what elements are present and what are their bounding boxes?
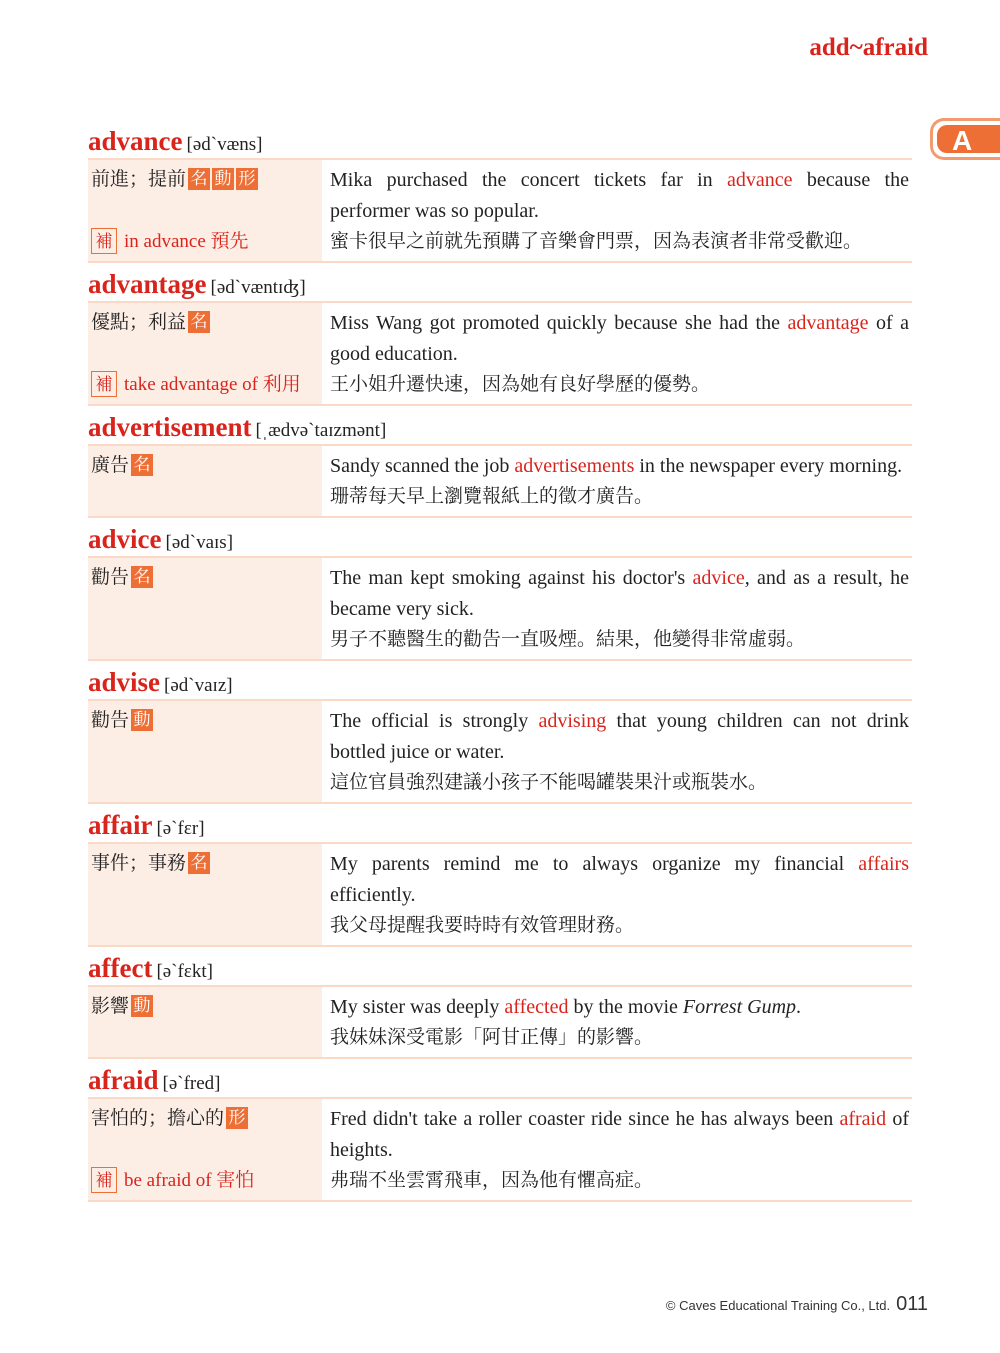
entry-headword-row <box>88 661 912 699</box>
meaning <box>91 451 318 479</box>
entry-headword-row <box>88 518 912 556</box>
entry-headword-row <box>88 1059 912 1097</box>
example-keyword: advice <box>692 567 745 589</box>
example-panel <box>322 844 912 945</box>
example-english <box>330 308 909 370</box>
meaning <box>91 308 318 336</box>
page-number: 011 <box>896 1293 928 1315</box>
phonetic: [əd`vaɪz] <box>164 675 233 696</box>
supplement-tag: 補 <box>91 1167 117 1193</box>
example-keyword: advantage <box>787 312 869 334</box>
footer <box>666 1293 928 1316</box>
part-of-speech-badge: 動 <box>131 995 153 1017</box>
part-of-speech-badge: 名 <box>131 566 153 588</box>
supplement-note <box>91 371 318 398</box>
meaning-panel <box>88 446 322 516</box>
example-text: Sandy scanned the job <box>330 455 515 477</box>
headword: advise <box>88 667 161 697</box>
divider <box>88 1200 912 1202</box>
example-english <box>330 706 909 768</box>
example-english <box>330 849 909 911</box>
entry-body <box>88 844 912 945</box>
part-of-speech-badge: 名 <box>131 454 153 476</box>
meaning <box>91 1104 318 1132</box>
example-panel <box>322 446 912 516</box>
example-english <box>330 1104 909 1166</box>
example-text: Fred didn't take a roller coaster ride since he has always been <box>330 1108 840 1130</box>
entry-headword-row <box>88 406 912 444</box>
dictionary-entry <box>88 947 912 1059</box>
dictionary-entry <box>88 804 912 947</box>
example-chinese: 我父母提醒我要時時有效管理財務。 <box>330 914 635 936</box>
meaning-panel <box>88 558 322 659</box>
example-text: by the movie <box>568 996 683 1018</box>
example-panel <box>322 160 912 261</box>
example-keyword: advising <box>538 710 607 732</box>
example-text: in the newspaper every morning. <box>634 455 903 477</box>
supplement-tag: 補 <box>91 371 117 397</box>
dictionary-entry <box>88 518 912 661</box>
section-tab <box>930 118 1000 160</box>
supplement-note <box>91 1167 318 1194</box>
example-chinese: 我妹妹深受電影「阿甘正傳」的影響。 <box>330 1026 654 1048</box>
example-text: efficiently. <box>330 884 416 906</box>
meaning-text: 優點；利益 <box>91 311 187 333</box>
meaning-panel <box>88 701 322 802</box>
supplement-tag: 補 <box>91 228 117 254</box>
part-of-speech-badge: 名 <box>188 311 210 333</box>
example-chinese: 珊蒂每天早上瀏覽報紙上的徵才廣告。 <box>330 485 654 507</box>
entry-body <box>88 1099 912 1200</box>
page-header-title: add~afraid <box>809 34 928 61</box>
headword: advance <box>88 126 183 156</box>
example-chinese: 王小姐升遷快速，因為她有良好學歷的優勢。 <box>330 373 711 395</box>
example-panel <box>322 1099 912 1200</box>
example-text: My sister was deeply <box>330 996 505 1018</box>
entry-body <box>88 558 912 659</box>
headword: affair <box>88 810 153 840</box>
example-text: of heights. <box>330 1108 909 1161</box>
part-of-speech-badge: 名 <box>188 852 210 874</box>
entry-body <box>88 160 912 261</box>
supplement-note <box>91 228 318 255</box>
phonetic: [ə`fɛkt] <box>156 961 213 982</box>
example-text: The man kept smoking against his doctor's <box>330 567 693 589</box>
phonetic: [ə`fred] <box>162 1073 221 1094</box>
example-text: Miss Wang got promoted quickly because she had the <box>330 312 788 334</box>
entry-headword-row <box>88 120 912 158</box>
example-panel <box>322 987 912 1057</box>
example-english <box>330 165 909 227</box>
meaning-panel <box>88 303 322 404</box>
entry-body <box>88 446 912 516</box>
section-tab-letter: A <box>937 125 1000 153</box>
meaning-panel <box>88 1099 322 1200</box>
example-english <box>330 992 909 1023</box>
part-of-speech-badge: 形 <box>236 168 258 190</box>
copyright: © Caves Educational Training Co., Ltd. <box>665 1298 891 1313</box>
headword: afraid <box>88 1065 159 1095</box>
dictionary-entry <box>88 406 912 518</box>
example-text: of a good education. <box>330 312 910 365</box>
example-text: The official is strongly <box>330 710 539 732</box>
part-of-speech-badge: 動 <box>131 709 153 731</box>
phonetic: [əd`væntɪʤ] <box>210 277 306 298</box>
phonetic: [əd`vaɪs] <box>165 532 234 553</box>
example-text: Mika purchased the concert tickets far in <box>330 169 728 191</box>
example-italic-title: Forrest Gump <box>682 996 797 1018</box>
meaning <box>91 849 318 877</box>
supplement-text: be afraid of 害怕 <box>124 1170 255 1191</box>
example-chinese: 弗瑞不坐雲霄飛車，因為他有懼高症。 <box>330 1169 654 1191</box>
phonetic: [əd`væns] <box>186 134 263 155</box>
phonetic: [ˌædvə`taɪzmənt] <box>255 420 387 441</box>
example-chinese: 男子不聽醫生的勸告一直吸煙。結果，他變得非常虛弱。 <box>330 628 806 650</box>
dictionary-entry <box>88 661 912 804</box>
meaning <box>91 165 318 193</box>
meaning-text: 勸告 <box>91 566 130 588</box>
phonetic: [ə`fɛr] <box>156 818 205 839</box>
part-of-speech-badge: 動 <box>212 168 234 190</box>
entry-body <box>88 987 912 1057</box>
meaning-text: 前進；提前 <box>91 168 187 190</box>
example-keyword: afraid <box>839 1108 887 1130</box>
entry-headword-row <box>88 804 912 842</box>
meaning-panel <box>88 844 322 945</box>
entry-body <box>88 303 912 404</box>
headword: affect <box>88 953 153 983</box>
supplement-text: take advantage of 利用 <box>124 374 301 395</box>
example-text: . <box>796 996 802 1018</box>
example-chinese: 這位官員強烈建議小孩子不能喝罐裝果汁或瓶裝水。 <box>330 771 768 793</box>
example-text: , and as a result, he became very sick. <box>330 567 909 620</box>
example-panel <box>322 558 912 659</box>
meaning-text: 害怕的；擔心的 <box>91 1107 225 1129</box>
meaning-text: 影響 <box>91 995 130 1017</box>
supplement-text: in advance 預先 <box>124 231 249 252</box>
part-of-speech-badge: 名 <box>188 168 210 190</box>
example-keyword: affairs <box>858 853 909 875</box>
example-text: My parents remind me to always organize my financial <box>330 853 859 875</box>
meaning-text: 事件；事務 <box>91 852 187 874</box>
meaning-panel <box>88 160 322 261</box>
meaning <box>91 563 318 591</box>
example-keyword: affected <box>504 996 569 1018</box>
example-panel <box>322 303 912 404</box>
entry-headword-row <box>88 947 912 985</box>
example-english <box>330 451 909 482</box>
meaning-text: 勸告 <box>91 709 130 731</box>
example-english <box>330 563 909 625</box>
example-panel <box>322 701 912 802</box>
dictionary-entry <box>88 1059 912 1202</box>
headword: advertisement <box>88 412 252 442</box>
meaning-panel <box>88 987 322 1057</box>
dictionary-entry <box>88 120 912 263</box>
example-keyword: advance <box>727 169 793 191</box>
part-of-speech-badge: 形 <box>226 1107 248 1129</box>
meaning-text: 廣告 <box>91 454 130 476</box>
example-text: that young children can not drink bottled juice or water. <box>330 710 910 763</box>
entry-body <box>88 701 912 802</box>
example-chinese: 蜜卡很早之前就先預購了音樂會門票，因為表演者非常受歡迎。 <box>330 230 863 252</box>
meaning <box>91 992 318 1020</box>
example-keyword: advertisements <box>514 455 635 477</box>
entry-headword-row <box>88 263 912 301</box>
dictionary-entry <box>88 263 912 406</box>
headword: advice <box>88 524 162 554</box>
example-text: because the performer was so popular. <box>330 169 909 222</box>
meaning <box>91 706 318 734</box>
entry-list <box>88 120 912 1202</box>
headword: advantage <box>88 269 207 299</box>
